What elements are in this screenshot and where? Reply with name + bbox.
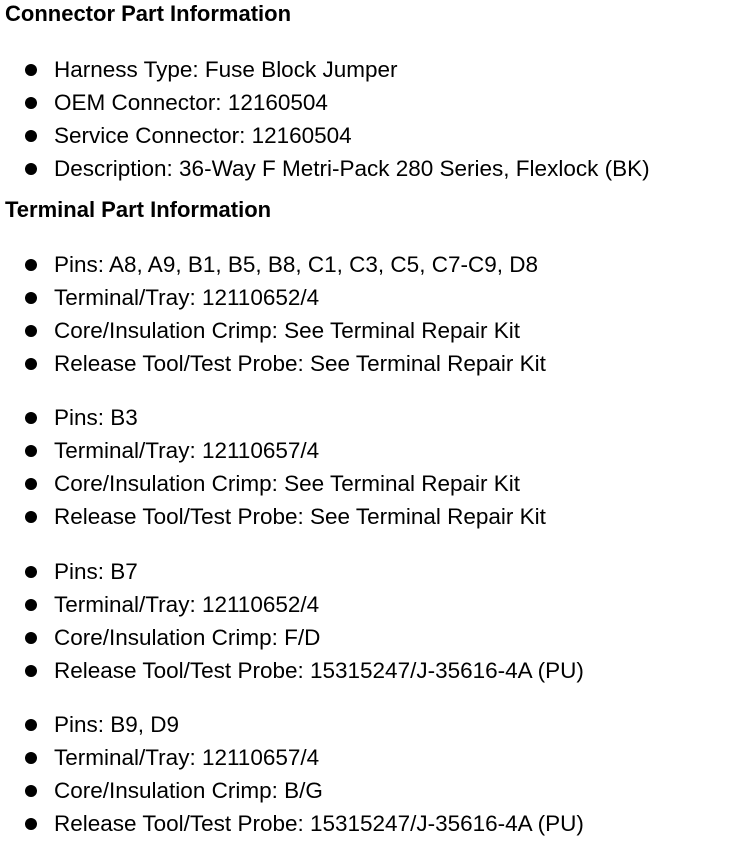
list-item-text: Core/Insulation Crimp: B/G — [54, 778, 323, 803]
list-item-text: Service Connector: 12160504 — [54, 123, 352, 148]
list-item-text: Description: 36-Way F Metri-Pack 280 Series, Flexlock (BK) — [54, 156, 650, 181]
list-item-text: Terminal/Tray: 12110657/4 — [54, 438, 320, 463]
bullet-icon — [25, 445, 37, 457]
bullet-icon — [25, 412, 37, 424]
bullet-icon — [25, 599, 37, 611]
bullet-icon — [25, 478, 37, 490]
bullet-icon — [25, 752, 37, 764]
terminal-section-heading: Terminal Part Information — [5, 197, 272, 222]
list-item-text: Terminal/Tray: 12110657/4 — [54, 745, 320, 770]
bullet-icon — [25, 259, 37, 271]
bullet-icon — [25, 292, 37, 304]
bullet-icon — [25, 818, 37, 830]
list-item-text: OEM Connector: 12160504 — [54, 90, 328, 115]
list-item-text: Core/Insulation Crimp: See Terminal Repair Kit — [54, 318, 521, 343]
list-item-text: Harness Type: Fuse Block Jumper — [54, 57, 398, 82]
bullet-icon — [25, 566, 37, 578]
list-item-text: Core/Insulation Crimp: F/D — [54, 625, 321, 650]
bullet-icon — [25, 785, 37, 797]
bullet-icon — [25, 163, 37, 175]
bullet-icon — [25, 325, 37, 337]
list-item-text: Pins: B9, D9 — [54, 712, 180, 737]
list-item-text: Release Tool/Test Probe: 15315247/J-35616-4A (PU) — [54, 658, 584, 683]
bullet-icon — [25, 64, 37, 76]
list-item-text: Terminal/Tray: 12110652/4 — [54, 592, 320, 617]
list-item-text: Pins: B3 — [54, 405, 138, 430]
bullet-icon — [25, 719, 37, 731]
list-item-text: Pins: B7 — [54, 559, 138, 584]
bullet-icon — [25, 130, 37, 142]
bullet-icon — [25, 358, 37, 370]
list-item-text: Terminal/Tray: 12110652/4 — [54, 285, 320, 310]
bullet-icon — [25, 97, 37, 109]
list-item-text: Core/Insulation Crimp: See Terminal Repair Kit — [54, 471, 521, 496]
bullet-icon — [25, 511, 37, 523]
list-item-text: Release Tool/Test Probe: See Terminal Repair Kit — [54, 351, 546, 376]
bullet-icon — [25, 665, 37, 677]
bullet-icon — [25, 632, 37, 644]
list-item-text: Release Tool/Test Probe: 15315247/J-35616-4A (PU) — [54, 811, 584, 836]
list-item-text: Release Tool/Test Probe: See Terminal Repair Kit — [54, 504, 546, 529]
list-item-text: Pins: A8, A9, B1, B5, B8, C1, C3, C5, C7-C9, D8 — [54, 252, 538, 277]
connector-section-heading: Connector Part Information — [5, 1, 292, 26]
